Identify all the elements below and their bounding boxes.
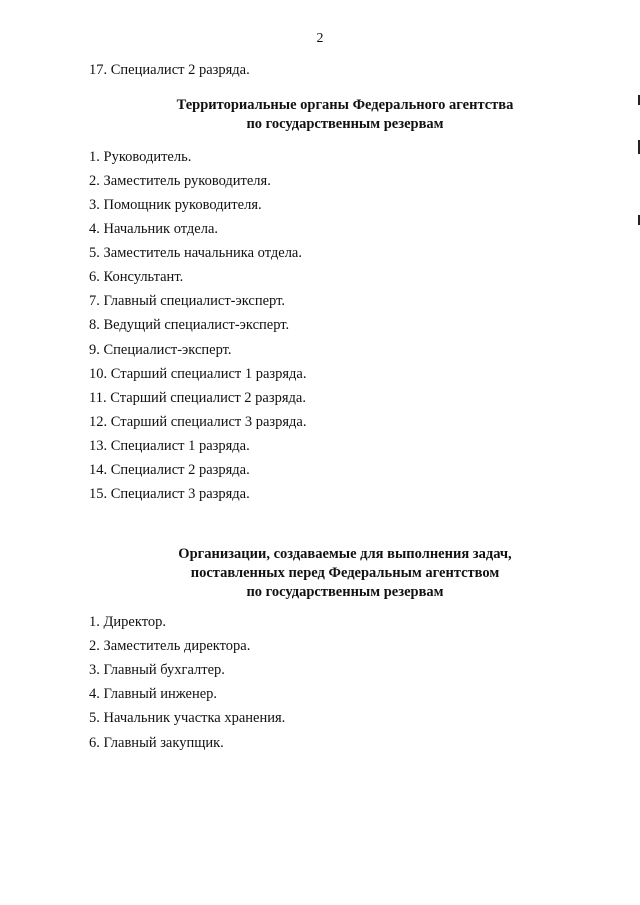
list-item: 12. Старший специалист 3 разряда. — [89, 414, 307, 430]
list-item: 2. Заместитель руководителя. — [89, 173, 271, 189]
list-item: 7. Главный специалист-эксперт. — [89, 293, 285, 309]
list-item: 3. Помощник руководителя. — [89, 197, 262, 213]
list-item: 1. Руководитель. — [89, 149, 192, 165]
list-item: 4. Начальник отдела. — [89, 221, 219, 237]
list-item: 6. Главный закупщик. — [89, 735, 224, 751]
list-item: 4. Главный инженер. — [89, 686, 218, 702]
list-item: 14. Специалист 2 разряда. — [89, 462, 250, 478]
list-item: 9. Специалист-эксперт. — [89, 342, 232, 358]
heading-line: Территориальные органы Федерального агентства — [176, 97, 514, 113]
list-item: 6. Консультант. — [89, 269, 184, 285]
list-item: 11. Старший специалист 2 разряда. — [89, 390, 306, 406]
section-heading-organizations — [0, 545, 640, 602]
list-item: 13. Специалист 1 разряда. — [89, 438, 250, 454]
list-item: 8. Ведущий специалист-эксперт. — [89, 317, 290, 333]
list-item: 5. Заместитель начальника отдела. — [89, 245, 302, 261]
list-item: 5. Начальник участка хранения. — [89, 710, 286, 726]
heading-line: Организации, создаваемые для выполнения задач, — [178, 546, 512, 562]
list-item: 17. Специалист 2 разряда. — [89, 62, 250, 78]
heading-line: поставленных перед Федеральным агентством — [190, 565, 500, 581]
heading-line: по государственным резервам — [246, 116, 444, 132]
list-item: 2. Заместитель директора. — [89, 638, 251, 654]
list-item: 3. Главный бухгалтер. — [89, 662, 225, 678]
heading-line: по государственным резервам — [246, 584, 444, 600]
page-number: 2 — [316, 31, 324, 46]
section-heading-territorial-bodies — [0, 96, 640, 134]
list-item: 10. Старший специалист 1 разряда. — [89, 366, 307, 382]
list-item: 15. Специалист 3 разряда. — [89, 486, 250, 502]
list-item: 1. Директор. — [89, 614, 166, 630]
